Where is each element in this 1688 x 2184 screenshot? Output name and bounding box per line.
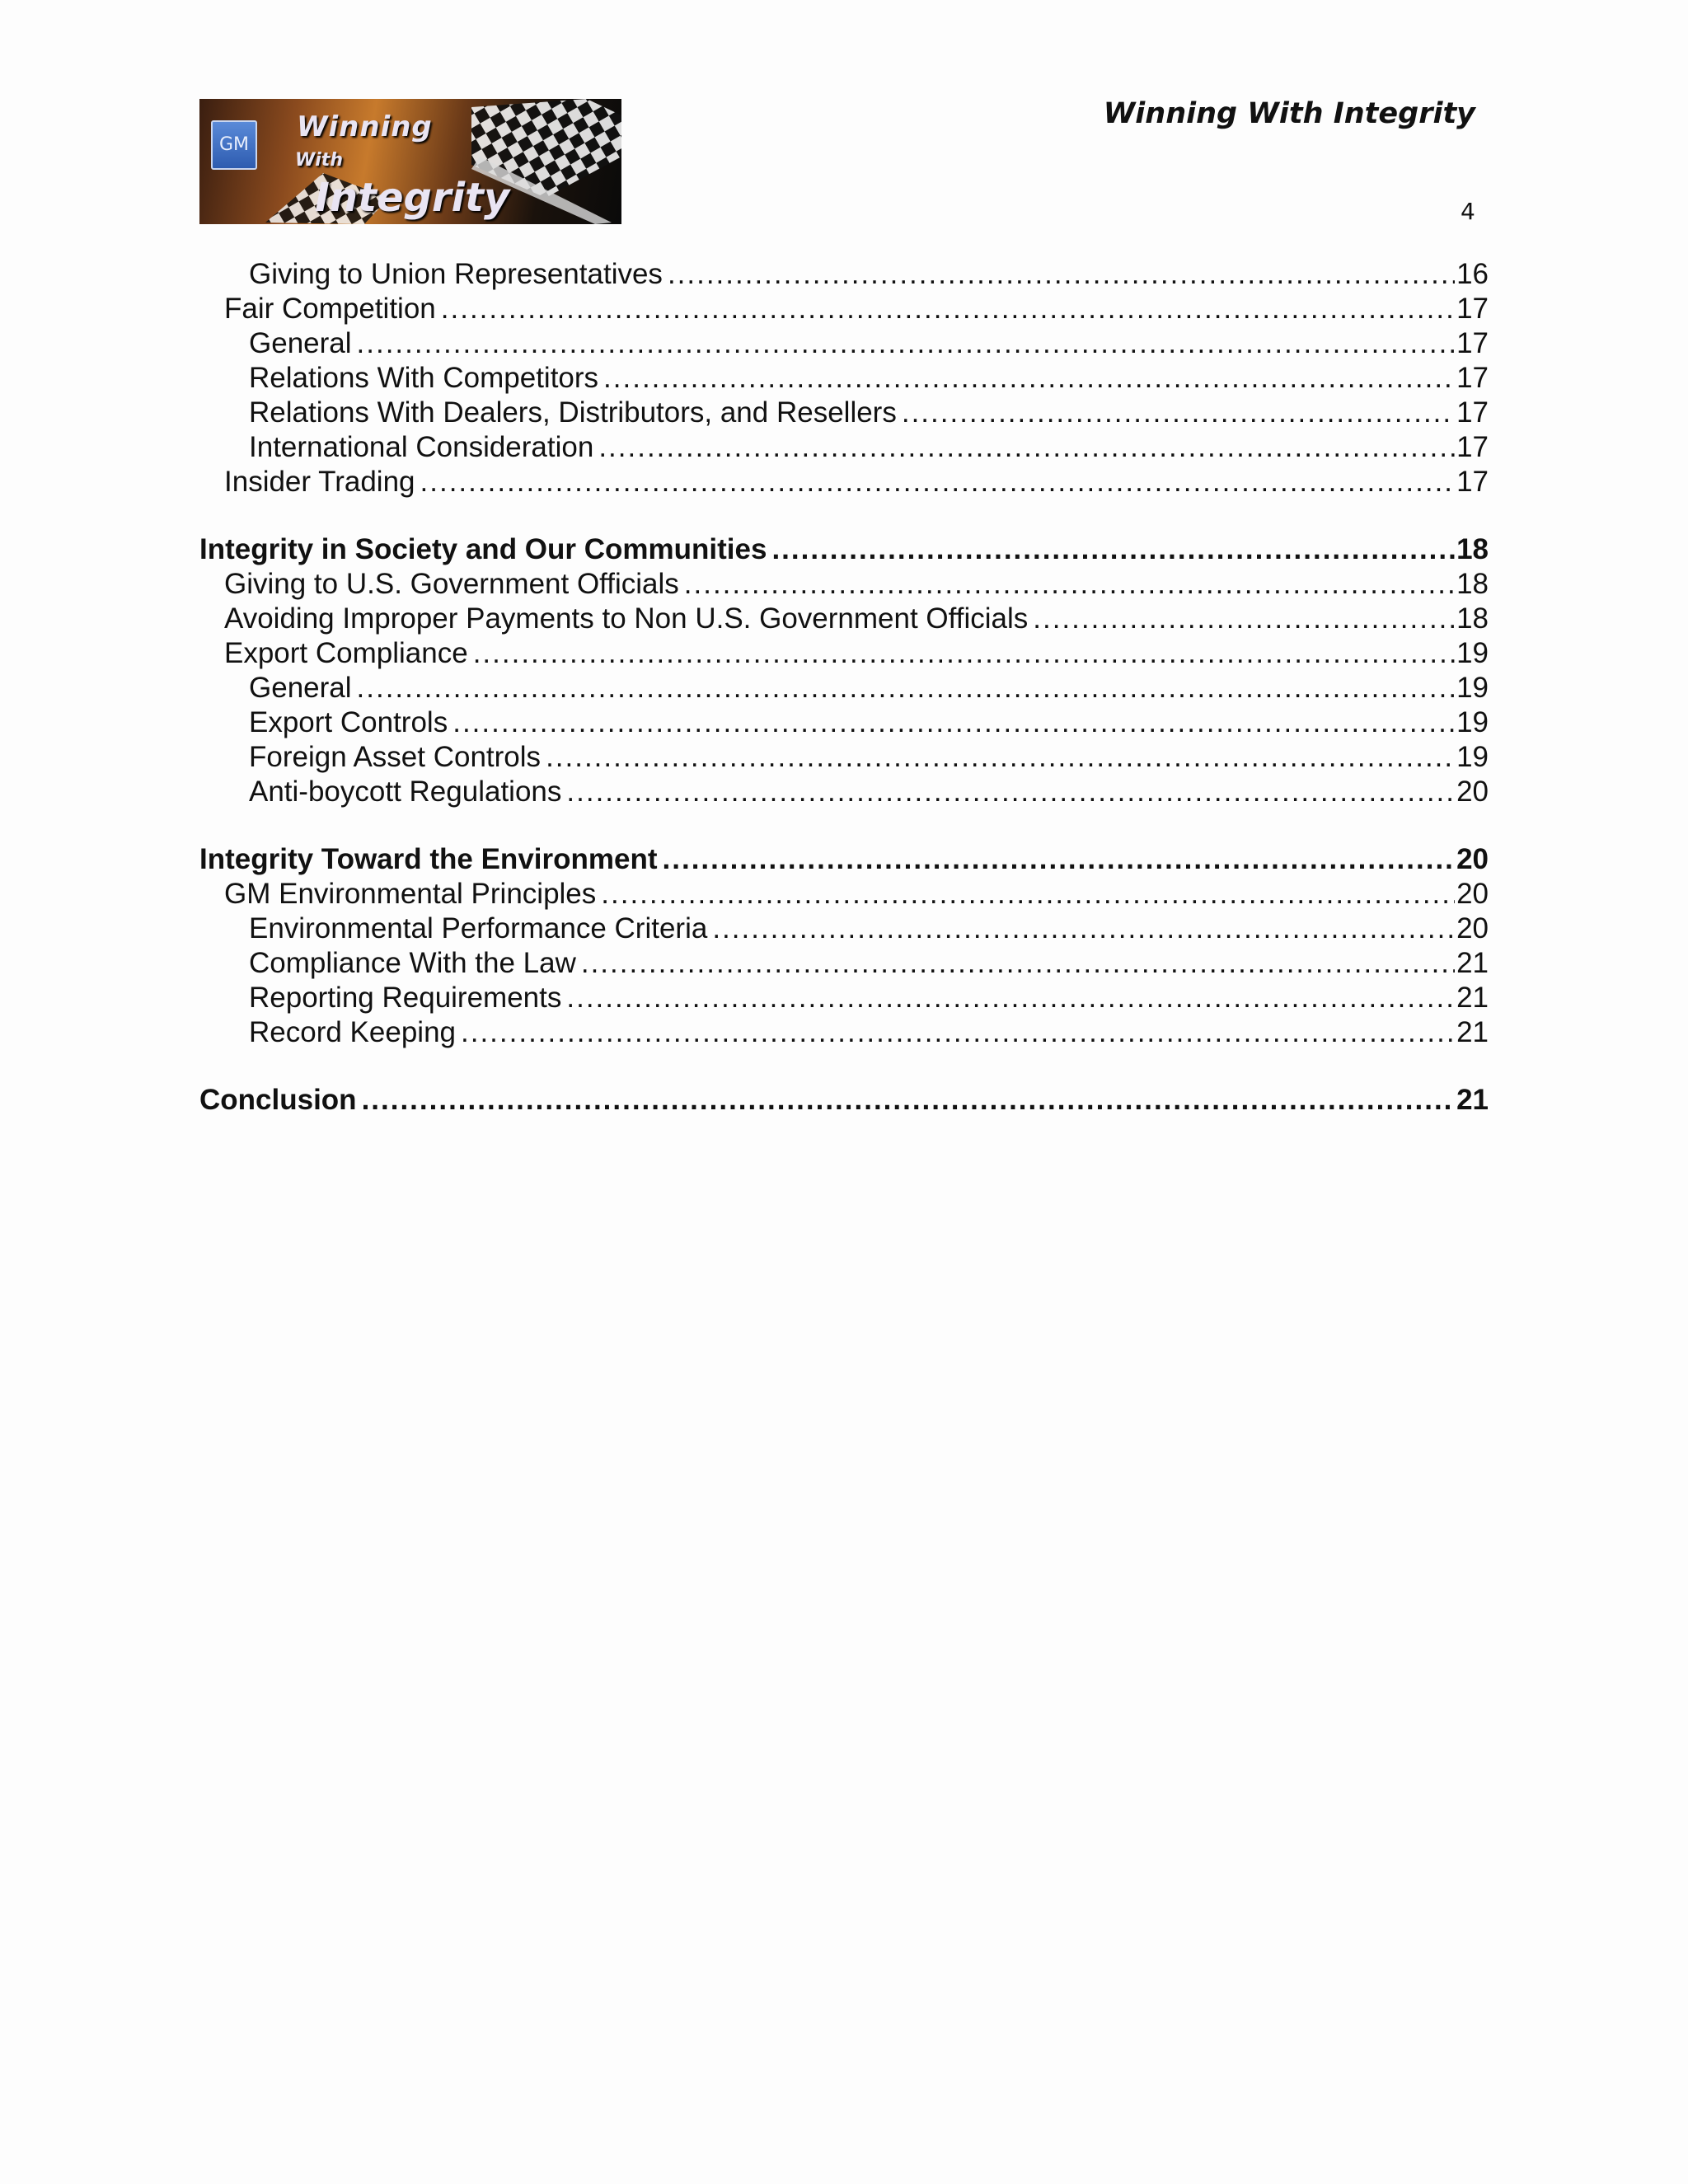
running-header-title: Winning With Integrity: [1103, 97, 1475, 130]
toc-leader-dots: [566, 981, 1455, 1015]
logo-winning-text: Winning: [297, 110, 433, 143]
toc-entry-title: Insider Trading: [224, 466, 415, 498]
toc-entry-title: Anti-boycott Regulations: [249, 776, 562, 808]
toc-leader-dots: [603, 361, 1455, 396]
toc-entry-title: Environmental Performance Criteria: [249, 912, 708, 944]
toc-entry-page-number: 17: [1456, 431, 1489, 463]
toc-leader-dots: [1033, 602, 1455, 636]
toc-entry-page-number: 20: [1456, 843, 1489, 875]
toc-entry[interactable]: [199, 671, 1489, 705]
toc-leader-dots: [712, 912, 1455, 946]
toc-entry-page-number: 21: [1456, 947, 1489, 979]
toc-entry-title: Export Compliance: [224, 637, 468, 669]
logo-with-text: With: [295, 150, 343, 171]
toc-entry-title: Integrity Toward the Environment: [199, 843, 658, 875]
toc-entry-title: Relations With Dealers, Distributors, and Resellers: [249, 396, 897, 429]
toc-entry[interactable]: [199, 361, 1489, 396]
toc-entry-title: Giving to Union Representatives: [249, 258, 663, 290]
toc-leader-dots: [668, 257, 1455, 292]
toc-entry[interactable]: [199, 567, 1489, 602]
toc-leader-dots: [357, 671, 1456, 705]
toc-section-entry[interactable]: [199, 532, 1489, 567]
toc-entry-page-number: 18: [1456, 602, 1489, 635]
toc-entry-title: Reporting Requirements: [249, 982, 562, 1014]
toc-entry-title: Avoiding Improper Payments to Non U.S. Government Officials: [224, 602, 1029, 635]
toc-entry-page-number: 21: [1456, 982, 1489, 1014]
toc-leader-dots: [441, 292, 1455, 326]
toc-entry-title: Fair Competition: [224, 293, 436, 325]
toc-entry-page-number: 20: [1456, 878, 1489, 910]
toc-entry[interactable]: [199, 636, 1489, 671]
toc-entry[interactable]: [199, 257, 1489, 292]
page-number: 4: [1461, 198, 1475, 225]
logo-integrity-text: Integrity: [315, 175, 510, 221]
toc-section-entry[interactable]: [199, 1083, 1489, 1118]
table-of-contents: [199, 257, 1489, 1118]
toc-entry[interactable]: [199, 912, 1489, 946]
toc-leader-dots: [420, 465, 1456, 499]
toc-entry-page-number: 17: [1456, 362, 1489, 394]
toc-entry-page-number: 19: [1456, 706, 1489, 738]
toc-leader-dots: [598, 430, 1455, 465]
toc-entry-page-number: 19: [1456, 637, 1489, 669]
toc-leader-dots: [546, 740, 1455, 775]
toc-entry-page-number: 17: [1456, 466, 1489, 498]
toc-entry-page-number: 19: [1456, 741, 1489, 773]
toc-entry-page-number: 17: [1456, 396, 1489, 429]
toc-entry[interactable]: [199, 602, 1489, 636]
toc-section-entry[interactable]: [199, 842, 1489, 877]
toc-entry[interactable]: [199, 430, 1489, 465]
toc-entry[interactable]: [199, 981, 1489, 1015]
toc-entry-page-number: 18: [1456, 568, 1489, 600]
toc-leader-dots: [663, 842, 1456, 877]
toc-entry[interactable]: [199, 326, 1489, 361]
toc-leader-dots: [362, 1083, 1456, 1118]
winning-with-integrity-logo: [199, 99, 621, 224]
toc-entry-title: Relations With Competitors: [249, 362, 599, 394]
toc-entry-title: Record Keeping: [249, 1016, 456, 1048]
toc-entry-title: Integrity in Society and Our Communities: [199, 533, 767, 565]
toc-entry[interactable]: [199, 292, 1489, 326]
toc-entry-page-number: 20: [1456, 912, 1489, 944]
toc-entry-title: Export Controls: [249, 706, 448, 738]
gm-logo-badge: GM: [211, 120, 257, 170]
toc-entry-title: Compliance With the Law: [249, 947, 576, 979]
toc-leader-dots: [601, 877, 1455, 912]
toc-entry-title: General: [249, 672, 352, 704]
toc-leader-dots: [461, 1015, 1455, 1050]
toc-entry-page-number: 18: [1456, 533, 1489, 565]
toc-leader-dots: [566, 775, 1455, 809]
toc-entry-title: Foreign Asset Controls: [249, 741, 542, 773]
toc-entry[interactable]: [199, 877, 1489, 912]
toc-entry[interactable]: [199, 740, 1489, 775]
toc-leader-dots: [473, 636, 1455, 671]
toc-entry[interactable]: [199, 465, 1489, 499]
toc-entry-title: Conclusion: [199, 1084, 357, 1116]
toc-entry[interactable]: [199, 775, 1489, 809]
toc-entry[interactable]: [199, 1015, 1489, 1050]
toc-entry-title: Giving to U.S. Government Officials: [224, 568, 679, 600]
toc-leader-dots: [771, 532, 1455, 567]
toc-leader-dots: [357, 326, 1456, 361]
toc-entry-page-number: 21: [1456, 1016, 1489, 1048]
toc-entry-title: General: [249, 327, 352, 359]
toc-entry[interactable]: [199, 705, 1489, 740]
toc-entry[interactable]: [199, 946, 1489, 981]
toc-entry[interactable]: [199, 396, 1489, 430]
toc-entry-page-number: 17: [1456, 327, 1489, 359]
toc-leader-dots: [902, 396, 1455, 430]
toc-entry-title: GM Environmental Principles: [224, 878, 597, 910]
toc-entry-page-number: 20: [1456, 776, 1489, 808]
toc-leader-dots: [452, 705, 1455, 740]
toc-entry-page-number: 19: [1456, 672, 1489, 704]
toc-entry-page-number: 16: [1456, 258, 1489, 290]
toc-leader-dots: [581, 946, 1455, 981]
toc-leader-dots: [684, 567, 1455, 602]
toc-entry-page-number: 17: [1456, 293, 1489, 325]
toc-entry-page-number: 21: [1456, 1084, 1489, 1116]
toc-entry-title: International Consideration: [249, 431, 594, 463]
